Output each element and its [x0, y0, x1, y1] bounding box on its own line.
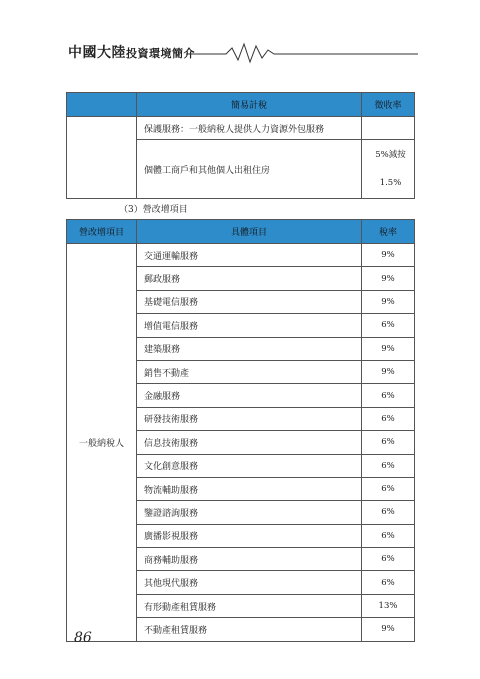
item-cell: 其他現代服務 — [137, 571, 362, 594]
running-header — [68, 36, 418, 66]
item-cell: 個體工商戶和其他個人出租住房 — [137, 140, 362, 199]
rate-cell: 6% — [362, 571, 415, 594]
item-cell: 郵政服務 — [137, 267, 362, 290]
rate-cell: 13% — [362, 594, 415, 617]
rate-cell: 9% — [362, 290, 415, 313]
header-cell-empty — [67, 93, 137, 117]
header-cell-category: 營改增項目 — [67, 220, 137, 244]
caption-text: 營改增項目 — [142, 205, 188, 215]
rate-cell — [362, 117, 415, 140]
rate-cell: 9% — [362, 244, 415, 267]
category-cell-empty — [67, 117, 137, 199]
table-header-row — [67, 220, 415, 244]
header-cell-simple-tax: 簡易計稅 — [137, 93, 362, 117]
item-cell: 建築服務 — [137, 337, 362, 360]
rate-cell: 6% — [362, 384, 415, 407]
table-row — [67, 244, 415, 267]
header-title — [68, 42, 195, 62]
item-cell: 鑒證諮詢服務 — [137, 501, 362, 524]
header-title-sub: 投資環境簡介 — [126, 47, 195, 60]
item-cell: 交通運輸服務 — [137, 244, 362, 267]
table-row — [67, 117, 415, 140]
header-cell-item: 具體項目 — [137, 220, 362, 244]
item-cell: 基礎電信服務 — [137, 290, 362, 313]
rate-cell: 9% — [362, 360, 415, 383]
rate-cell: 6% — [362, 314, 415, 337]
item-cell: 廣播影視服務 — [137, 524, 362, 547]
vat-reform-table — [66, 219, 415, 642]
header-cell-levy-rate: 徵收率 — [362, 93, 415, 117]
table-header-row — [67, 93, 415, 117]
rate-cell: 6% — [362, 501, 415, 524]
header-zigzag-rule — [186, 40, 418, 64]
page-number: 86 — [74, 630, 92, 646]
rate-line-2: 1.5% — [379, 178, 402, 188]
rate-cell: 9% — [362, 618, 415, 641]
rate-line-1: 5%減按 — [375, 150, 406, 160]
simple-tax-table — [66, 92, 415, 199]
item-cell: 信息技術服務 — [137, 431, 362, 454]
caption-number: （3） — [119, 205, 143, 215]
header-title-main: 中國大陸 — [68, 45, 126, 61]
item-cell: 金融服務 — [137, 384, 362, 407]
item-cell: 保護服務：一般納稅人提供人力資源外包服務 — [137, 117, 362, 140]
rate-cell: 6% — [362, 524, 415, 547]
section-caption — [119, 202, 188, 215]
rate-cell — [362, 140, 415, 199]
item-cell: 物流輔助服務 — [137, 477, 362, 500]
rate-cell: 6% — [362, 407, 415, 430]
rate-cell: 9% — [362, 267, 415, 290]
item-cell: 不動產租賃服務 — [137, 618, 362, 641]
item-cell: 有形動產租賃服務 — [137, 594, 362, 617]
item-cell: 研發技術服務 — [137, 407, 362, 430]
rate-cell: 6% — [362, 477, 415, 500]
rate-cell: 6% — [362, 548, 415, 571]
item-cell: 增值電信服務 — [137, 314, 362, 337]
rate-cell: 9% — [362, 337, 415, 360]
item-cell: 銷售不動產 — [137, 360, 362, 383]
rate-cell: 6% — [362, 454, 415, 477]
category-cell: 一般納稅人 — [67, 244, 137, 642]
item-cell: 文化創意服務 — [137, 454, 362, 477]
header-cell-tax-rate: 稅率 — [362, 220, 415, 244]
item-cell: 商務輔助服務 — [137, 548, 362, 571]
rate-cell: 6% — [362, 431, 415, 454]
